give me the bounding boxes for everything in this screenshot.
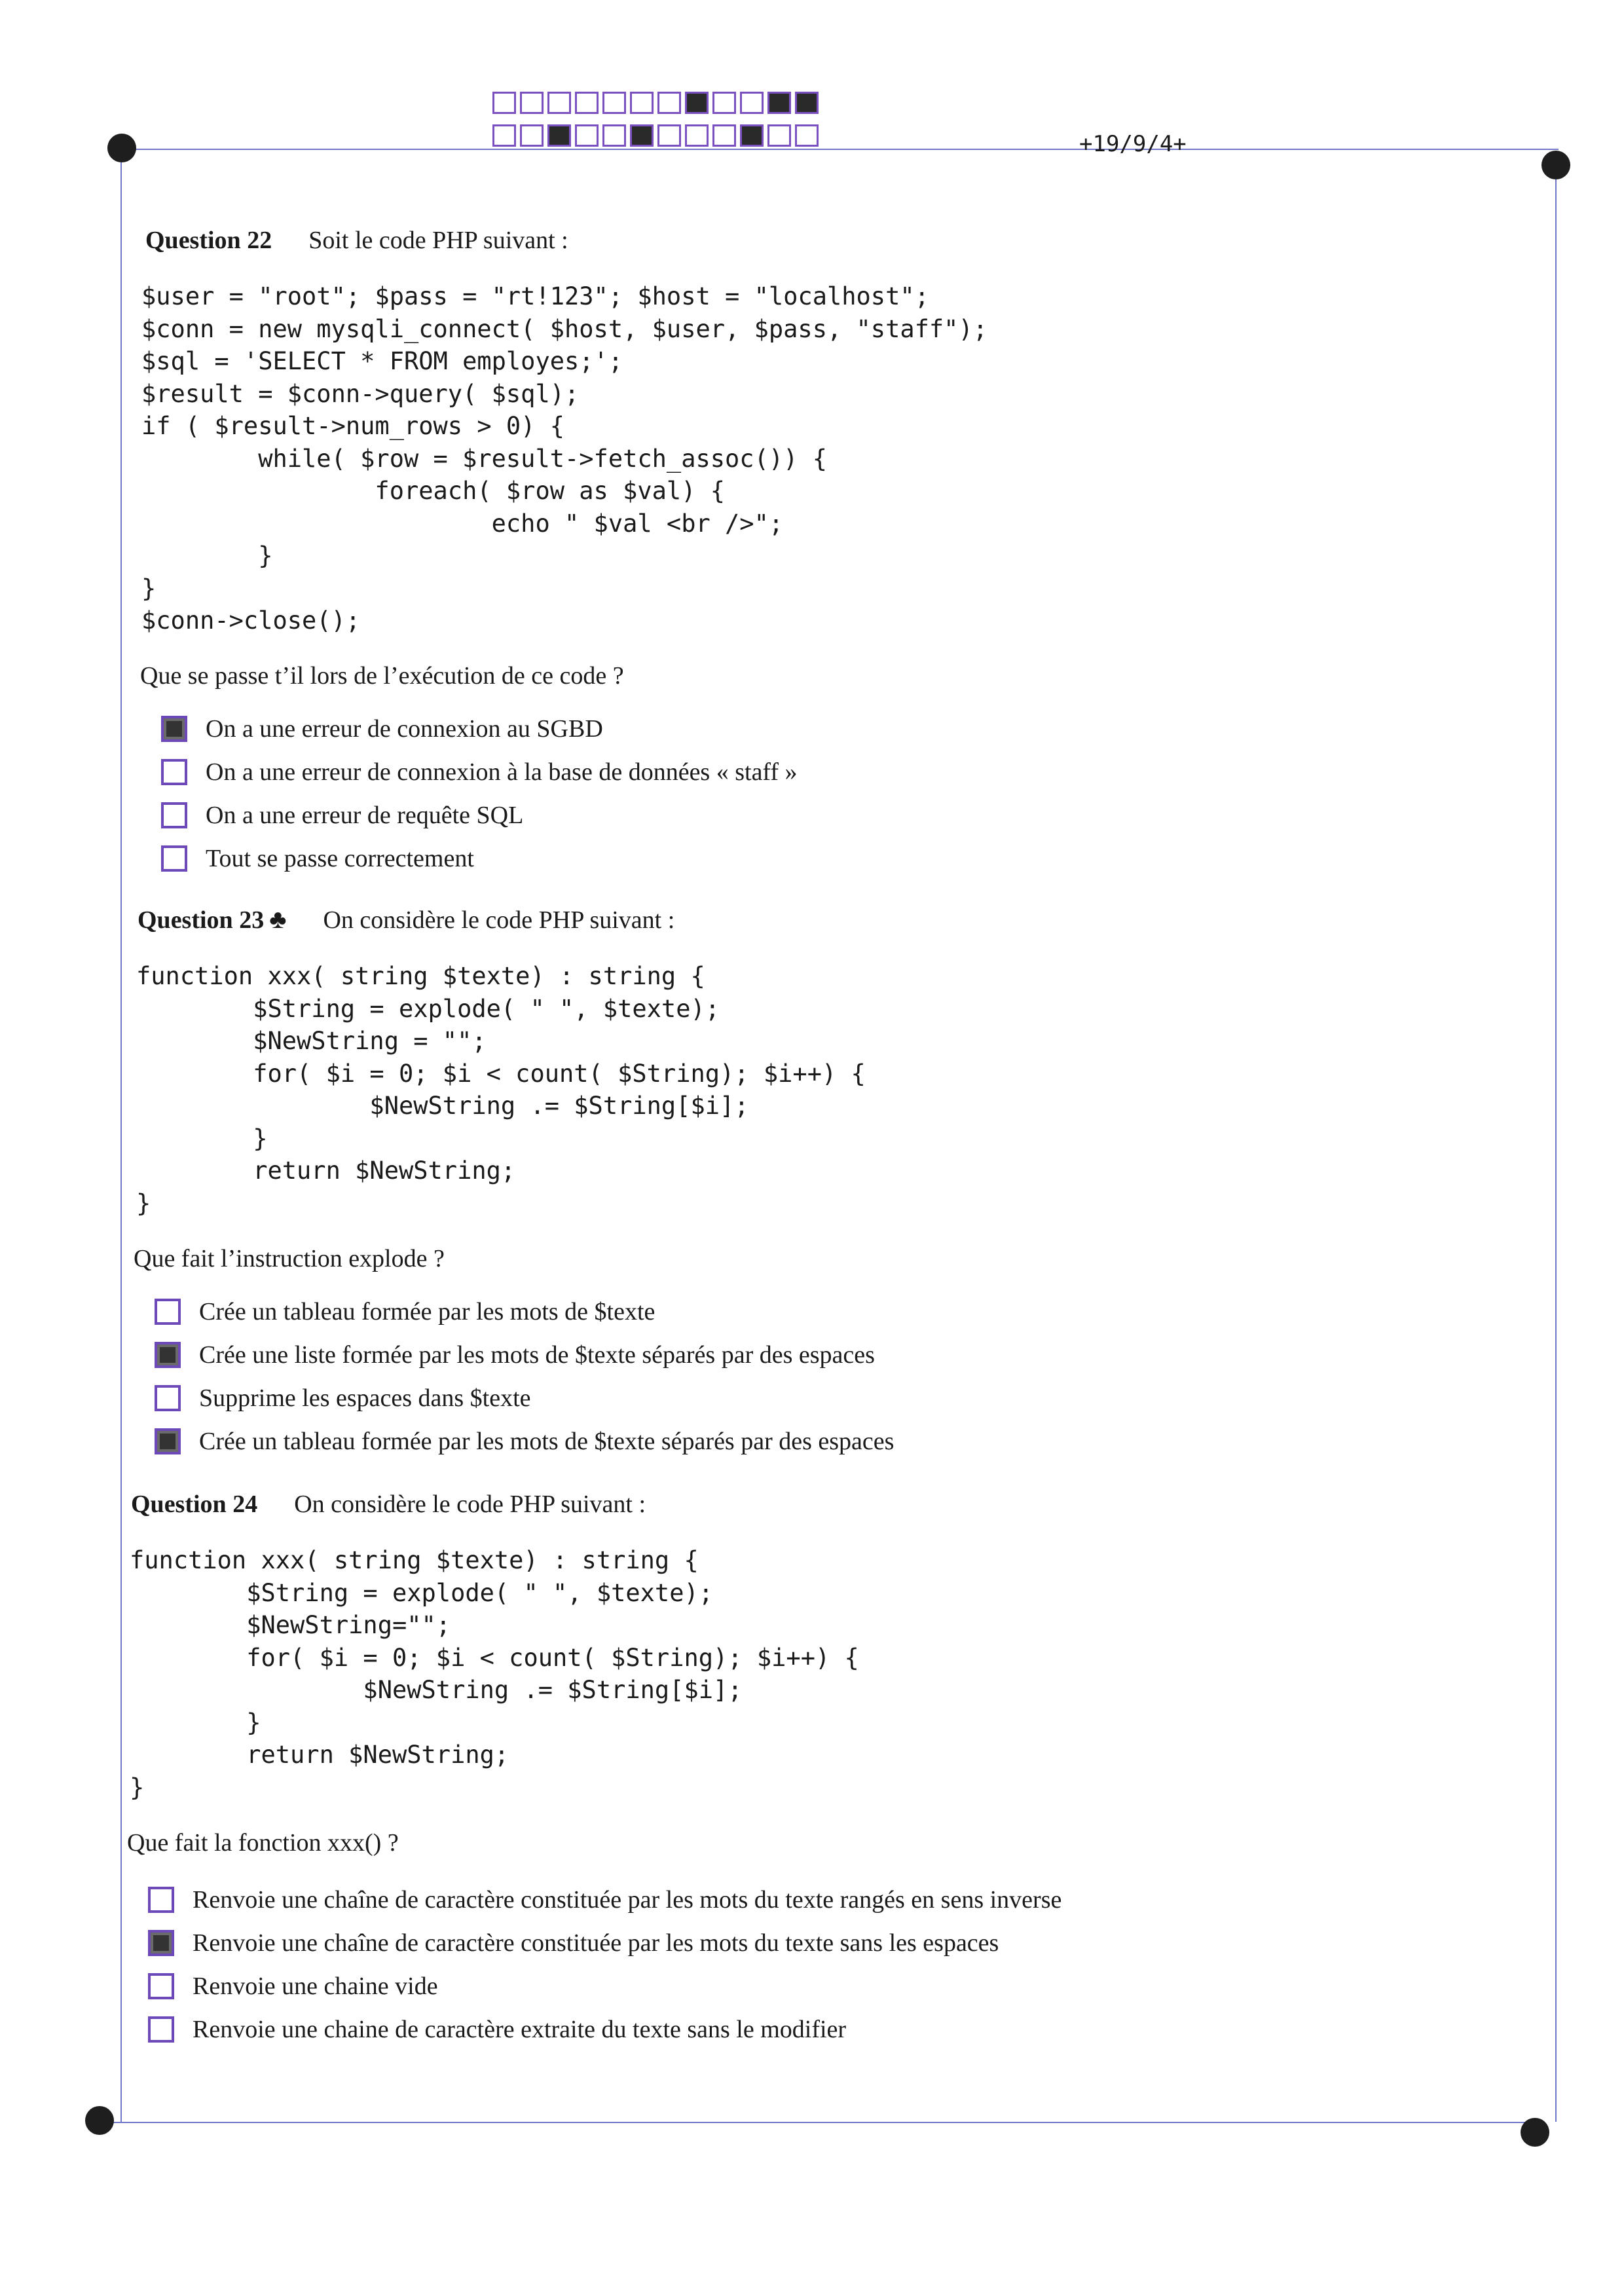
checkbox[interactable] bbox=[155, 1299, 181, 1325]
page-id: +19/9/4+ bbox=[1079, 131, 1187, 157]
question-24-answers bbox=[148, 1878, 1061, 2051]
question-intro: Soit le code PHP suivant : bbox=[308, 227, 568, 254]
barcode-cell bbox=[685, 92, 709, 114]
answer-text: Crée une liste formée par les mots de $texte séparés par des espaces bbox=[199, 1341, 875, 1369]
barcode-cell bbox=[712, 124, 736, 147]
checkbox[interactable] bbox=[161, 802, 187, 828]
barcode-cell bbox=[740, 92, 764, 114]
barcode-cell bbox=[740, 124, 764, 147]
answer-text: Tout se passe correctement bbox=[206, 845, 474, 872]
question-label: Question 23 bbox=[138, 906, 265, 934]
answer-text: Renvoie une chaine vide bbox=[193, 1972, 438, 2000]
frame-bottom-line bbox=[98, 2122, 1539, 2123]
question-24-prompt: Que fait la fonction xxx() ? bbox=[127, 1829, 399, 1857]
answer-text: Renvoie une chaine de caractère extraite du texte sans le modifier bbox=[193, 2016, 847, 2043]
barcode-cell bbox=[795, 124, 819, 147]
barcode-cell bbox=[712, 92, 736, 114]
frame-right-line bbox=[1555, 164, 1557, 2122]
answer-text: Supprime les espaces dans $texte bbox=[199, 1384, 531, 1412]
answer-text: On a une erreur de connexion à la base de données « staff » bbox=[206, 758, 798, 786]
checked-checkbox[interactable] bbox=[148, 1930, 174, 1956]
question-intro: On considère le code PHP suivant : bbox=[294, 1491, 646, 1518]
question-23-code: function xxx( string $texte) : string { $String = explode( " ", $texte); $NewString = ""; for( $i = 0; $i < count( $String); $i++) { $NewString .= $String[$i]; } return $NewString; } bbox=[136, 962, 866, 1217]
question-23-header bbox=[138, 904, 674, 935]
barcode-cell bbox=[630, 92, 654, 114]
question-22-code: $user = "root"; $pass = "rt!123"; $host = "localhost"; $conn = new mysqli_connect( $host, $user, $pass, "staff"); $sql = 'SELECT * FROM employes;'; $result = $conn->query( $sql); if ( $result->num_rows > 0) { while( $row = $result->fetch_assoc()) { foreach( $row as $val) { echo " $val <br />"; } } $conn->close(); bbox=[141, 282, 988, 635]
question-23-answers bbox=[155, 1290, 894, 1463]
barcode-cell bbox=[520, 92, 544, 114]
answer-option[interactable] bbox=[155, 1333, 894, 1377]
barcode-cell bbox=[575, 124, 599, 147]
registration-mark-top-right bbox=[1541, 151, 1570, 179]
barcode-cell bbox=[657, 124, 681, 147]
question-22-prompt: Que se passe t’il lors de l’exécution de ce code ? bbox=[140, 662, 624, 690]
barcode-cell bbox=[767, 92, 791, 114]
answer-option[interactable] bbox=[161, 707, 798, 750]
answer-text: Renvoie une chaîne de caractère constituée par les mots du texte rangés en sens inverse bbox=[193, 1886, 1062, 1914]
answer-option[interactable] bbox=[148, 1921, 1061, 1965]
frame-left-line bbox=[120, 149, 122, 2122]
question-22-header bbox=[145, 226, 568, 255]
barcode-cell bbox=[685, 124, 709, 147]
registration-mark-bottom-right bbox=[1521, 2118, 1549, 2147]
answer-option[interactable] bbox=[155, 1377, 894, 1420]
checkbox[interactable] bbox=[161, 759, 187, 785]
barcode-cell bbox=[602, 92, 626, 114]
registration-mark-bottom-left bbox=[85, 2106, 114, 2135]
barcode-cell bbox=[795, 92, 819, 114]
registration-mark-top-left bbox=[107, 134, 136, 162]
answer-option[interactable] bbox=[155, 1420, 894, 1463]
barcode-cell bbox=[547, 92, 571, 114]
checkbox[interactable] bbox=[148, 1887, 174, 1913]
answer-text: On a une erreur de connexion au SGBD bbox=[206, 715, 603, 743]
checked-checkbox[interactable] bbox=[161, 716, 187, 742]
checked-checkbox[interactable] bbox=[155, 1428, 181, 1454]
answer-option[interactable] bbox=[155, 1290, 894, 1333]
answer-option[interactable] bbox=[148, 1878, 1061, 1921]
answer-option[interactable] bbox=[148, 2008, 1061, 2051]
question-22-answers bbox=[161, 707, 798, 880]
answer-text: On a une erreur de requête SQL bbox=[206, 802, 524, 829]
barcode-cell bbox=[492, 124, 516, 147]
question-label: Question 22 bbox=[145, 227, 272, 254]
barcode-cell bbox=[492, 92, 516, 114]
answer-option[interactable] bbox=[161, 794, 798, 837]
barcode-cell bbox=[520, 124, 544, 147]
frame-top-line bbox=[121, 149, 1559, 150]
question-23-prompt: Que fait l’instruction explode ? bbox=[134, 1245, 445, 1272]
question-intro: On considère le code PHP suivant : bbox=[323, 906, 675, 934]
barcode-cell bbox=[602, 124, 626, 147]
club-marker-icon: ♣ bbox=[269, 904, 287, 934]
checkbox[interactable] bbox=[148, 1973, 174, 1999]
checked-checkbox[interactable] bbox=[155, 1342, 181, 1368]
barcode-cell bbox=[657, 92, 681, 114]
question-24-code: function xxx( string $texte) : string { $String = explode( " ", $texte); $NewString=""; for( $i = 0; $i < count( $String); $i++) { $NewString .= $String[$i]; } return $NewString; } bbox=[130, 1546, 859, 1802]
answer-option[interactable] bbox=[161, 750, 798, 794]
checkbox[interactable] bbox=[161, 845, 187, 872]
barcode-row-1 bbox=[492, 92, 819, 114]
checkbox[interactable] bbox=[148, 2016, 174, 2043]
barcode-cell bbox=[630, 124, 654, 147]
barcode-cell bbox=[575, 92, 599, 114]
checkbox[interactable] bbox=[155, 1385, 181, 1411]
answer-option[interactable] bbox=[161, 837, 798, 880]
barcode-cell bbox=[547, 124, 571, 147]
answer-text: Renvoie une chaîne de caractère constituée par les mots du texte sans les espaces bbox=[193, 1929, 999, 1957]
barcode-cell bbox=[767, 124, 791, 147]
answer-text: Crée un tableau formée par les mots de $texte séparés par des espaces bbox=[199, 1428, 895, 1455]
question-24-header bbox=[131, 1490, 646, 1519]
question-label: Question 24 bbox=[131, 1491, 258, 1518]
answer-text: Crée un tableau formée par les mots de $texte bbox=[199, 1298, 655, 1325]
barcode-row-2 bbox=[492, 124, 819, 147]
answer-option[interactable] bbox=[148, 1965, 1061, 2008]
